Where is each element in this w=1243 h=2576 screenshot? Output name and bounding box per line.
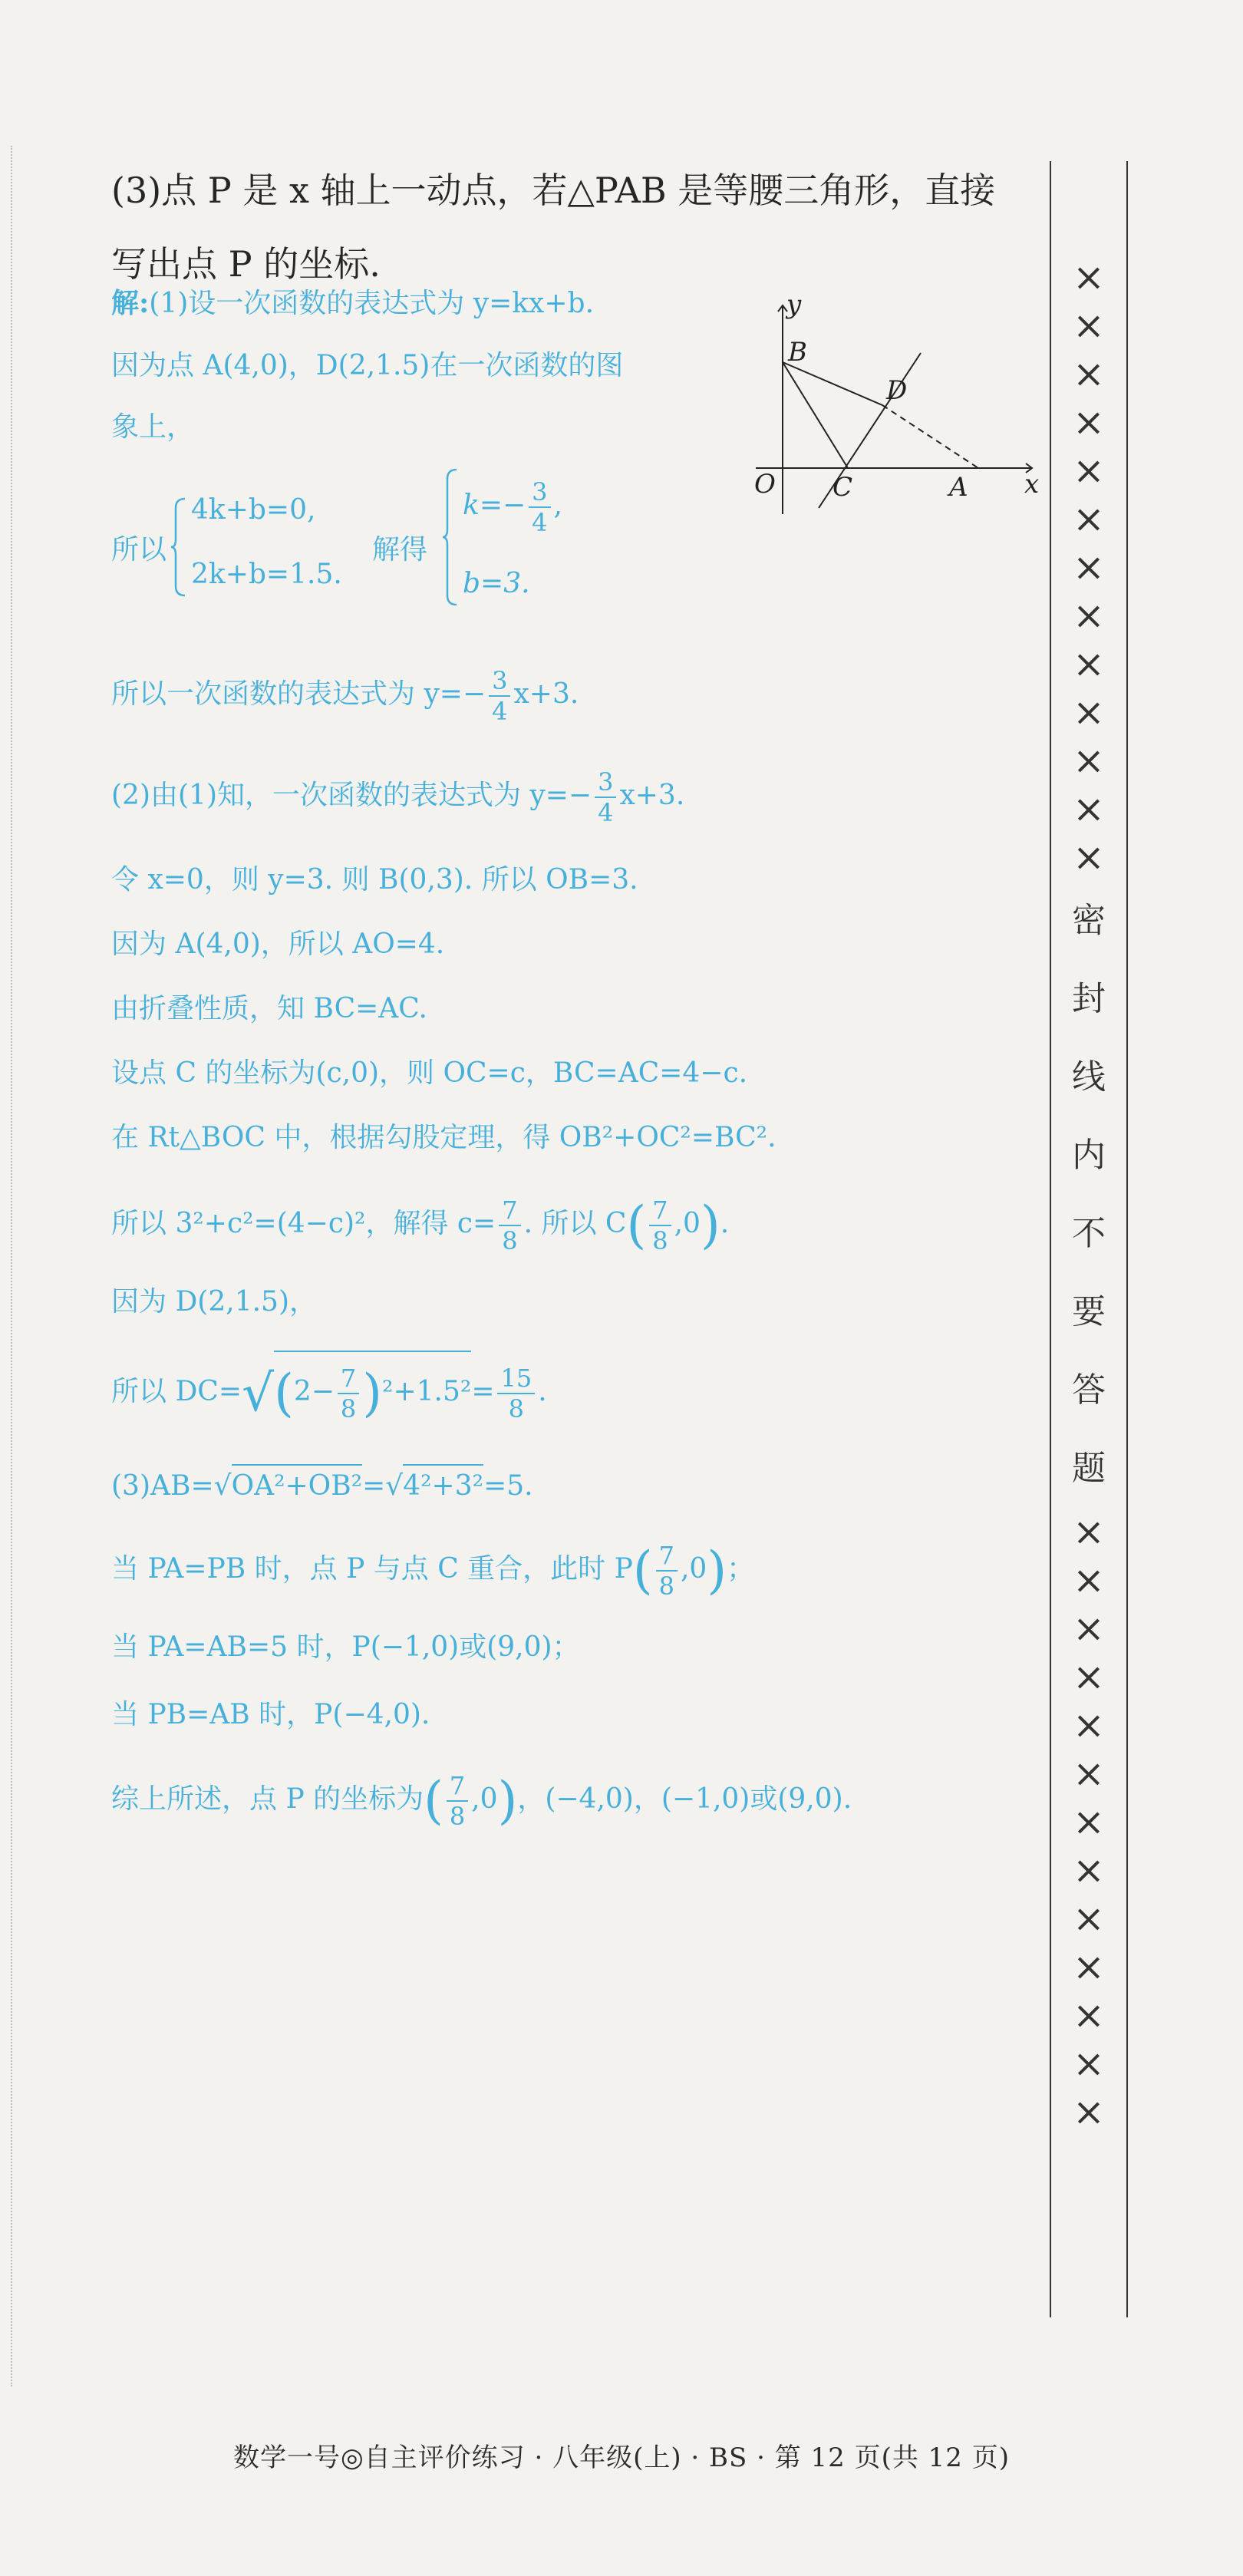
cross-mark: × (1073, 593, 1105, 638)
coordinate-graph (748, 292, 1040, 522)
solution-line-17: 当 PB=AB 时，P(−4,0). (111, 1699, 430, 1730)
seal-char: 封 (1072, 979, 1106, 1018)
left-brace-2 (441, 468, 458, 606)
cross-mark: × (1073, 1751, 1105, 1796)
solution-line-18: 综上所述，点 P 的坐标为( $\frac{7}{8}$ ,0)，(−4,0)，(−1,0)或(9,0). (111, 1771, 852, 1831)
cross-mark: × (1073, 738, 1105, 783)
seal-char: 题 (1072, 1449, 1106, 1488)
cross-mark: × (1073, 1799, 1105, 1844)
cross-mark: × (1073, 1606, 1105, 1651)
cross-mark: × (1073, 545, 1105, 589)
solution-line-6: 令 x=0，则 y=3. 则 B(0,3). 所以 OB=3. (111, 864, 638, 895)
cross-mark: × (1073, 1944, 1105, 1989)
label-x: x (1024, 469, 1040, 500)
cross-mark: × (1073, 2041, 1105, 2086)
label-y: y (786, 292, 802, 320)
cross-mark: × (1073, 642, 1105, 686)
solution-line-12: 因为 D(2,1.5)， (111, 1286, 317, 1318)
cross-mark: × (1073, 1993, 1105, 2037)
cross-mark: × (1073, 2089, 1105, 2134)
seal-char: 不 (1072, 1214, 1106, 1253)
question-line-2: 写出点 P 的坐标. (111, 243, 381, 285)
cross-mark: × (1073, 1558, 1105, 1602)
sealing-line-column (1051, 253, 1126, 2256)
question-line-1: (3)点 P 是 x 轴上一动点，若△PAB 是等腰三角形，直接 (111, 170, 996, 211)
cross-mark: × (1073, 303, 1105, 348)
left-binding-dots (11, 146, 12, 2386)
page-footer: 数学一号◎自主评价练习 · 八年级(上) · BS · 第 12 页(共 12 页) (232, 2442, 1011, 2473)
solution-line-16: 当 PA=AB=5 时，P(−1,0)或(9,0)； (111, 1631, 580, 1663)
equation-system: 所以 4k+b=0, 2k+b=1.5. 解得 k=− $\frac{3}{4}$ , b=3. (111, 491, 955, 606)
seal-char: 要 (1072, 1292, 1106, 1331)
solution-line-3: 象上， (111, 411, 195, 443)
solution-line-7: 因为 A(4,0)，所以 AO=4. (111, 928, 445, 960)
margin-rule-outer (1126, 161, 1128, 2317)
solution-line-9: 设点 C 的坐标为(c,0)，则 OC=c，BC=AC=4−c. (111, 1057, 748, 1089)
seal-char: 线 (1072, 1057, 1106, 1097)
solution-line-10: 在 Rt△BOC 中，根据勾股定理，得 OB²+OC²=BC². (111, 1122, 776, 1153)
cross-mark: × (1073, 835, 1105, 879)
solution-line-2: 因为点 A(4,0)，D(2,1.5)在一次函数的图 (111, 350, 624, 381)
label-O: O (754, 469, 776, 500)
solution-line-13: 所以 DC=√(2− $\frac{7}{8}$ )²+1.5²= $\frac{15}{8}$ . (111, 1351, 1070, 1432)
segment-BD (783, 362, 882, 405)
cross-mark: × (1073, 1896, 1105, 1941)
label-B: B (788, 337, 807, 368)
cross-mark: × (1073, 1848, 1105, 1892)
cross-mark: × (1073, 1703, 1105, 1747)
cross-mark: × (1073, 1654, 1105, 1699)
solution-line-15: 当 PA=PB 时，点 P 与点 C 重合，此时 P( $\frac{7}{8}$ ,0)； (111, 1541, 755, 1601)
cross-mark: × (1073, 448, 1105, 493)
question-text (111, 153, 1055, 301)
label-A: A (949, 472, 968, 503)
cross-mark: × (1073, 787, 1105, 831)
solution-line-8: 由折叠性质，知 BC=AC. (111, 993, 427, 1024)
solution-line-1: 解:(1)设一次函数的表达式为 y=kx+b. (111, 287, 595, 319)
seal-char: 内 (1072, 1136, 1106, 1175)
solution-label: 解: (111, 287, 150, 319)
cross-mark: × (1073, 351, 1105, 396)
seal-char: 答 (1072, 1370, 1106, 1410)
solution-line-5: (2)由(1)知，一次函数的表达式为 y=− $\frac{3}{4}$ x+3. (111, 767, 685, 827)
cross-mark: × (1073, 690, 1105, 734)
seal-char: 密 (1072, 901, 1106, 940)
left-brace-1 (170, 497, 186, 597)
solution-line-4: 所以一次函数的表达式为 y=− $\frac{3}{4}$ x+3. (111, 666, 579, 726)
segment-BC (783, 362, 848, 468)
label-D: D (886, 375, 908, 406)
solution-line-11: 所以 3²+c²=(4−c)²，解得 c= $\frac{7}{8}$ . 所以 C( $\frac{7}{8}$ ,0). (111, 1196, 730, 1255)
cross-mark: × (1073, 496, 1105, 541)
label-C: C (833, 472, 853, 503)
segment-DA-dashed (882, 405, 978, 468)
cross-mark: × (1073, 255, 1105, 299)
cross-mark: × (1073, 400, 1105, 444)
solution-line-14: (3)AB=√OA²+OB²=√4²+3²=5. (111, 1464, 1070, 1506)
cross-mark: × (1073, 1509, 1105, 1554)
